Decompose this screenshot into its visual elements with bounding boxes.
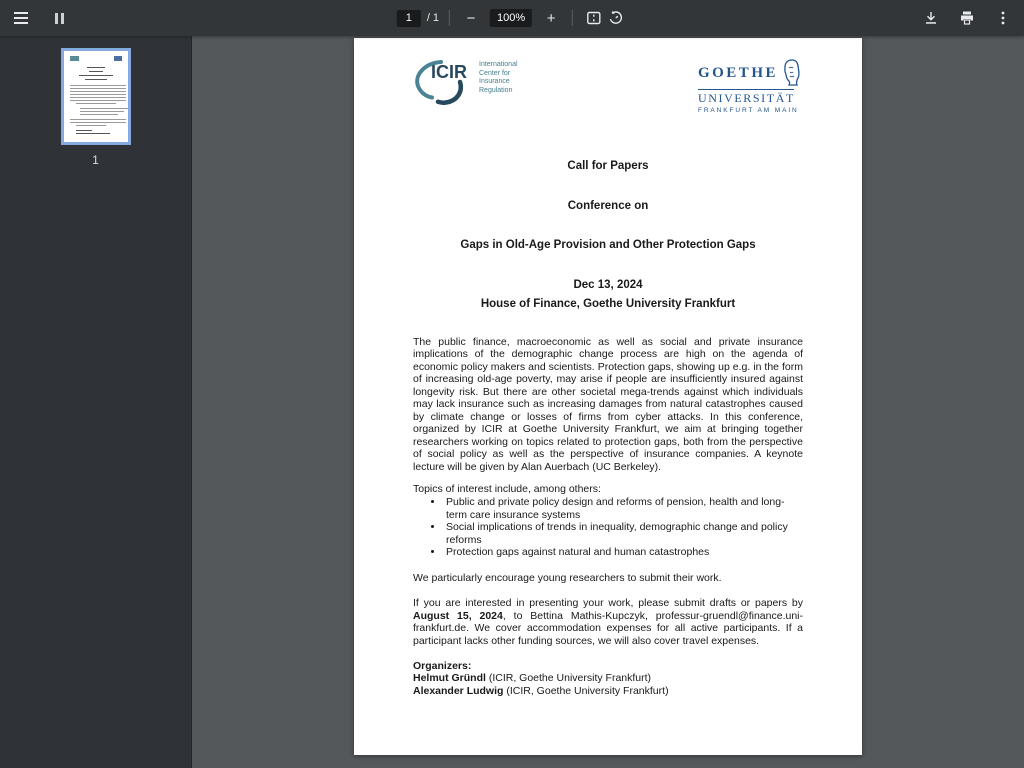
goethe-universitaet: UNIVERSITÄT — [697, 91, 795, 105]
menu-icon[interactable] — [10, 7, 32, 29]
goethe-university-logo — [698, 59, 803, 114]
icir-logo — [413, 55, 518, 107]
icir-swoosh-icon — [413, 55, 475, 107]
zoom-out-button[interactable]: − — [466, 9, 476, 27]
page-thumbnail[interactable] — [61, 48, 131, 167]
topics-intro: Topics of interest include, among others: — [413, 482, 601, 495]
toolbar-divider — [449, 10, 450, 26]
pdf-toolbar — [0, 0, 1024, 36]
rotate-icon[interactable] — [605, 7, 627, 29]
topic-item: • Protection gaps against natural and human catastrophes — [444, 546, 803, 558]
thumbnail-page-number: 1 — [92, 153, 99, 167]
document-venue: House of Finance, Goethe University Frankfurt — [480, 298, 736, 310]
topic-item: • Public and private policy design and reforms of pension, health and long-term care insurance systems — [444, 496, 803, 521]
document-title-topic: Gaps in Old-Age Provision and Other Protection Gaps — [460, 239, 756, 251]
viewer-content — [0, 36, 1024, 768]
more-options-icon[interactable] — [992, 7, 1014, 29]
print-icon[interactable] — [956, 7, 978, 29]
toolbar-divider — [572, 10, 573, 26]
goethe-portrait-icon — [781, 59, 803, 87]
submission-paragraph: If you are interested in presenting your work, please submit drafts or papers by August 15, 2024, to Bettina Mathis-Kupczyk, professur-gruendl@finance.uni-frankfurt.de. We cover accommodation expenses for all active participants. If a participant lacks other funding sources, we will also cover travel expenses. — [413, 597, 803, 647]
thumbnail-sidebar — [0, 36, 192, 768]
pause-icon — [48, 7, 70, 29]
download-icon[interactable] — [920, 7, 942, 29]
thumbnail-preview — [61, 48, 131, 145]
page-number-input[interactable] — [397, 10, 421, 27]
zoom-in-button[interactable]: + — [546, 9, 556, 27]
document-title-conference-on: Conference on — [567, 200, 649, 212]
pdf-viewer-area — [192, 36, 1024, 768]
organizer-row: Helmut Gründl (ICIR, Goethe University Frankfurt) — [413, 672, 652, 685]
svg-text:ICIR: ICIR — [431, 62, 467, 82]
submission-deadline: August 15, 2024 — [413, 609, 503, 622]
document-header — [413, 55, 803, 114]
goethe-wordmark: GOETHE — [697, 65, 778, 81]
goethe-city: FRANKFURT AM MAIN — [697, 107, 799, 114]
pdf-page — [354, 38, 862, 755]
document-title-call-for-papers: Call for Papers — [567, 160, 649, 172]
organizers-section — [413, 660, 803, 697]
page-total-label: / 1 — [426, 12, 440, 24]
goethe-rule — [698, 89, 794, 90]
organizer-row: Alexander Ludwig (ICIR, Goethe University Frankfurt) — [413, 684, 669, 697]
encouragement-note: We particularly encourage young researchers to submit their work. — [413, 571, 722, 584]
thumbnail-content — [70, 56, 122, 61]
topic-item: • Social implications of trends in inequality, demographic change and policy reforms — [444, 521, 803, 546]
toolbar-center-group — [397, 7, 627, 29]
fit-to-page-icon[interactable] — [583, 7, 605, 29]
icir-tagline: International Center for Insurance Regulation — [479, 61, 518, 94]
zoom-level-display[interactable]: 100% — [490, 9, 532, 27]
topics-list — [413, 496, 803, 558]
intro-paragraph: The public finance, macroeconomic as well as social and private insurance implications of the demographic change process are high on the agenda of economic policy makers and scientists. Protection gaps, showing up e.g. in the form of increasing old-age poverty, may arise if people are insufficiently insured against longevity risk. But there are other societal mega-trends against which individuals may lack insurance such as increasing damages from natural catastrophes caused by climate change or losses of firms from cyber attacks. In this conference, organized by ICIR at Goethe University Frankfurt, we aim at bringing together researchers working on topics related to protection gaps, both from the perspective of social policy as well as the perspective of insurance companies. A keynote lecture will be given by Alan Auerbach (UC Berkeley). — [413, 336, 803, 473]
organizers-heading: Organizers: — [413, 659, 472, 672]
document-body — [413, 336, 803, 697]
toolbar-left-group — [10, 7, 70, 29]
toolbar-right-group — [920, 7, 1014, 29]
document-date: Dec 13, 2024 — [573, 279, 643, 291]
